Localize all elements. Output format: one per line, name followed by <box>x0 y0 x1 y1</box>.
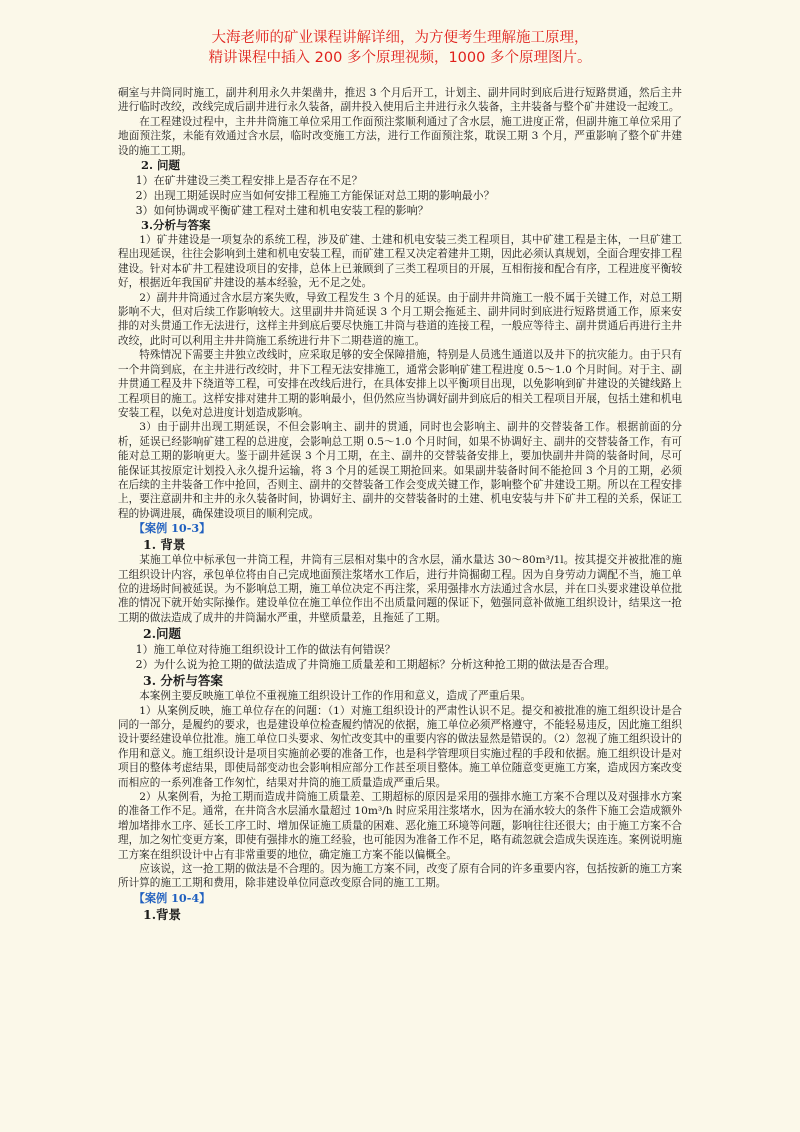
section-heading: 1. 背景 <box>143 537 186 553</box>
case-heading: 【案例 10-4】 <box>133 890 211 905</box>
question: 1）在矿井建设三类工程安排上是否存在不足？ <box>135 174 363 188</box>
section-heading: 2. 问题 <box>141 158 181 173</box>
answer-paragraph: 2）副井井筒通过含水层方案失败，导致工程发生 3 个月的延误。由于副井井筒施工一般不属于关键工作，对总工期影响不大，但对后续工作影响较大。这里副井井筒延误 3 个月工期会拖延主、副井同时到底进行短路贯通工作，原来安排的对头贯通工作无法进行，这样主井到底后要尽快施工井筒与巷道的连接工程，一般应等待主、副井贯通后再进行主井改绞，此时可以利用主井井筒施工系统进行井下二期巷道的施工。 <box>118 291 682 347</box>
answer-paragraph: 特殊情况下需要主井独立改线时，应采取足够的安全保障措施，特别是人员逃生通道以及井下的抗灾能力。由于只有一个井筒到底，在主井进行改绞时，井下工程无法安排施工，通常会影响矿建工程进度 0.5～1.0 个月时间。对于主、副井贯通工程及井下绕道等工程，可安排在改线后进行，在具体安排上以平衡项目出现，以免影响到矿井建设的关键线路上工程项目的施工。这样安排对建井工期的影响最小，但仍然应当协调好副井到底后的相关工程项目开展，包括土建和机电安装工程，以免对总进度计划造成影响。 <box>118 349 682 419</box>
document-body <box>118 86 682 923</box>
paragraph: 某施工单位中标承包一井筒工程，井筒有三层相对集中的含水层，涌水量达 30～80m³/1l。按其提交并被批准的施工组织设计内容，承包单位将由自己完成地面预注浆堵水工作后，进行井筒掘砌工程。因为自身劳动力调配不当，施工单位的进场时间被延误。为不影响总工期，施工单位决定不再注浆，采用强排水方法通过含水层，并在口头要求建设单位批准的情况下就开始实际操作。建设单位在施工单位作出不出质量问题的保证下，勉强同意补做施工组织设计，结果这一抢工期的做法造成了成井的井筒漏水严重，井壁质量差，且拖延了工期。 <box>118 554 682 624</box>
banner-line-2: 精讲课程中插入 200 多个原理视频，1000 多个原理图片。 <box>208 50 592 66</box>
question: 2）为什么说为抢工期的做法造成了井筒施工质量差和工期超标？分析这种抢工期的做法是否合理。 <box>135 658 616 672</box>
question: 2）出现工期延误时应当如何安排工程施工方能保证对总工期的影响最小？ <box>135 189 495 203</box>
answer-paragraph: 2）从案例看，为抢工期而造成井筒施工质量差、工期超标的原因是采用的强排水施工方案不合理以及对强排水方案的准备工作不足。通常，在井筒含水层涌水量超过 10m³/h 时应采用注浆堵水，因为在涌水较大的条件下施工会造成额外增加堵排水工序、延长工序工时、增加保证施工质量的困难、恶化施工环境等问题，影响往往还很大；由于施工方案不合理，加之匆忙变更方案，即使有强排水的施工经验，也可能因为准备工作不足，略有疏忽就会造成失误连连。案例说明施工方案在组织设计中占有非常重要的地位，确定施工方案不能以偏概全。 <box>118 791 682 861</box>
section-heading: 3. 分析与答案 <box>143 673 223 689</box>
section-heading: 2.问题 <box>143 626 182 642</box>
promo-banner <box>118 28 682 68</box>
answer-paragraph: 3）由于副井出现工期延误，不但会影响主、副井的贯通，同时也会影响主、副井的交替装备工作。根据前面的分析，延误已经影响矿建工程的总进度，会影响总工期 0.5～1.0 个月时间，如果不协调好主、副井的交替装备工作，有可能对总工期的影响更大。鉴于副井延误 3 个月工期，在主、副井的交替装备安排上，要加快副井井筒的装备时间，尽可能保证其按原定计划投入永久提升运输，将 3 个月的延误工期抢回来。如果副井装备时间不能抢回 3 个月的工期，必须在后续的主井装备工作中抢回，否则主、副井的交替装备工作会变成关键工作，影响整个矿井建设工期。所以在工程安排上，要注意副井和主井的永久装备时间，协调好主、副井的交替装备时的土建、机电安装与井下矿井工程的关系，保证工程的协调进展，确保建设项目的顺利完成。 <box>118 421 682 520</box>
question: 3）如何协调或平衡矿建工程对土建和机电安装工程的影响？ <box>135 204 429 218</box>
section-heading: 1.背景 <box>143 906 182 922</box>
paragraph: 在工程建设过程中，主井井筒施工单位采用工作面预注浆顺利通过了含水层，施工进度正常，但副井施工单位采用了地面预注浆，未能有效通过含水层，临时改变施工方法，进行工作面预注浆，耽误工期 3 个月，严重影响了整个矿井建设的施工工期。 <box>118 115 682 157</box>
paragraph: 应该说，这一抢工期的做法是不合理的。因为施工方案不同，改变了原有合同的许多重要内容，包括按新的施工方案所计算的施工工期和费用，除非建设单位同意改变原合同的施工工期。 <box>118 863 682 890</box>
section-heading: 3.分析与答案 <box>141 218 211 233</box>
paragraph: 硐室与井筒同时施工，副井利用永久井架凿井，推迟 3 个月后开工，计划主、副井同时到底后进行短路贯通，然后主井进行临时改绞，改线完成后副井进行永久装备，副井投入使用后主井进行永久装备，主井装备与整个矿井建设一起竣工。 <box>118 87 682 114</box>
case-heading: 【案例 10-3】 <box>133 521 211 536</box>
question: 1）施工单位对待施工组织设计工作的做法有何错误？ <box>135 643 396 657</box>
paragraph: 本案例主要反映施工单位不重视施工组织设计工作的作用和意义，造成了严重后果。 <box>139 690 532 703</box>
answer-paragraph: 1）矿井建设是一项复杂的系统工程，涉及矿建、土建和机电安装三类工程项目，其中矿建工程是主体，一旦矿建工程出现延误，往往会影响到土建和机电安装工程，而矿建工程又决定着建井工期，因此必须认真规划，全面合理安排工程建设。针对本矿井工程建设项目的安排，总体上已兼顾到了三类工程项目的开展，互相衔接和配合有序，工程进度平衡较好，根据近年我国矿井建设的基本经验，无不足之处。 <box>118 234 682 290</box>
banner-line-1: 大海老师的矿业课程讲解详细，为方便考生理解施工原理， <box>211 30 589 46</box>
answer-paragraph: 1）从案例反映，施工单位存在的问题：（1）对施工组织设计的严肃性认识不足。提交和被批准的施工组织设计是合同的一部分，是履约的要求，也是建设单位检查履约情况的依据，施工单位必须严格遵守，不能轻易违反，因此施工组织设计要经建设单位批准。施工单位口头要求、匆忙改变其中的重要内容的做法显然是错误的。（2）忽视了施工组织设计的作用和意义。施工组织设计是项目实施前必要的准备工作，也是科学管理项目实施过程的手段和依据。施工组织设计是对项目的整体考虑结果，即使局部变动也会影响相应部分工作甚至项目整体。施工单位随意变更施工方案，造成因方案改变而相应的一系列准备工作匆忙，结果对井筒的施工质量造成严重后果。 <box>118 704 682 789</box>
